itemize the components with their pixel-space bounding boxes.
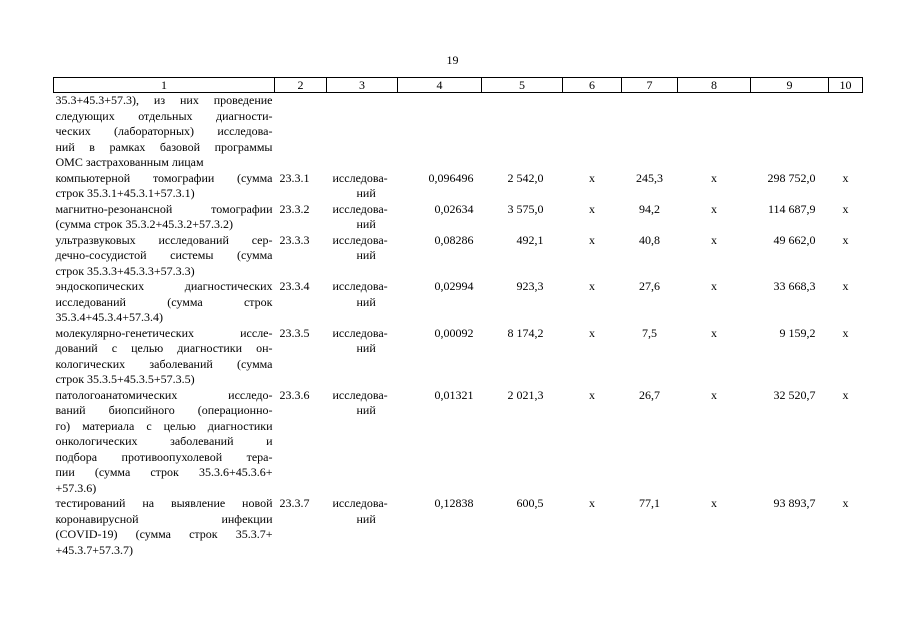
row-col-4: 0,00092 (434, 325, 474, 340)
row-col-5: 3 575,0 (507, 201, 544, 216)
unit-line: исследова- (332, 232, 388, 247)
header-cell: 2 (275, 78, 327, 93)
unit-line: исследова- (332, 387, 388, 402)
row-col-7: 40,8 (639, 232, 660, 247)
unit-line: ний (356, 511, 376, 526)
row-col-4: 0,08286 (434, 232, 474, 247)
row-unit (327, 202, 398, 233)
text-line: кологических заболеваний (сумма (55, 356, 273, 371)
row-code: 23.3.2 (279, 201, 310, 216)
text-line: го) материала с целью диагностики (55, 418, 273, 433)
table-body (54, 93, 863, 559)
text-line: +57.3.6) (55, 480, 97, 495)
unit-line: исследова- (332, 325, 388, 340)
row-code: 23.3.3 (279, 232, 310, 247)
row-col-6: х (589, 232, 595, 247)
text-line: пии (сумма строк 35.3.6+45.3.6+ (55, 465, 273, 479)
row-col-10: х (842, 279, 849, 293)
text-line: дований с целью диагностики он- (55, 341, 273, 355)
row-col-10: х (842, 170, 849, 185)
row-description (54, 171, 275, 202)
header-cell: 7 (622, 78, 678, 93)
row-description (54, 279, 275, 326)
header-cell: 5 (482, 78, 563, 93)
header-cell: 3 (327, 78, 398, 93)
unit-line: исследова- (332, 279, 388, 293)
row-col-7: 245,3 (636, 170, 663, 185)
unit-line: ний (356, 403, 376, 417)
table-row (54, 233, 863, 280)
row-unit (327, 496, 398, 558)
text-line: (COVID-19) (сумма строк 35.3.7+ (55, 527, 273, 541)
row-description (54, 496, 275, 558)
row-col-5: 8 174,2 (507, 325, 544, 340)
row-col-9: 9 159,2 (779, 325, 816, 340)
text-line: патологоанатомических исследо- (55, 387, 273, 402)
unit-line: исследова- (332, 496, 388, 510)
text-line: эндоскопических диагностических (55, 279, 273, 293)
header-row (54, 78, 863, 93)
row-unit (327, 171, 398, 202)
page-number: 19 (446, 53, 459, 67)
text-line: онкологических заболеваний и (55, 434, 273, 448)
header-cell: 9 (751, 78, 829, 93)
row-col-10: х (842, 496, 849, 510)
row-col-4: 0,096496 (428, 170, 474, 185)
row-col-8: х (711, 387, 717, 402)
text-line: ОМС застрахованным лицам (55, 155, 204, 169)
text-line: дечно-сосудистой системы (сумма (55, 248, 273, 262)
text-line: ческих (лабораторных) исследова- (55, 124, 273, 138)
unit-line: ний (356, 341, 376, 355)
row-col-8: х (711, 201, 717, 216)
text-line: (сумма строк 35.3.2+45.3.2+57.3.2) (55, 217, 234, 231)
row-col-9: 298 752,0 (767, 170, 816, 185)
text-line: 35.3+45.3+57.3), из них проведение (55, 93, 273, 107)
row-description (54, 233, 275, 280)
unit-line: исследова- (332, 170, 388, 185)
row-col-9: 49 662,0 (773, 232, 816, 247)
row-col-7: 27,6 (639, 279, 660, 293)
text-line: следующих отдельных диагности- (55, 108, 273, 123)
row-code: 23.3.7 (279, 496, 310, 510)
text-line: магнитно-резонансной томографии (55, 201, 273, 216)
unit-line: ний (356, 217, 376, 231)
row-unit (327, 233, 398, 280)
row-col-5: 2 542,0 (507, 170, 544, 185)
row-unit (327, 326, 398, 388)
text-line: строк 35.3.1+45.3.1+57.3.1) (55, 186, 195, 200)
row-col-8: х (711, 170, 717, 185)
row-col-6: х (589, 325, 595, 340)
intro-text (54, 93, 275, 171)
row-col-10: х (842, 201, 849, 216)
text-line: исследований (сумма строк (55, 294, 273, 309)
row-col-10: х (842, 232, 849, 247)
row-col-8: х (711, 496, 717, 510)
text-line: ультразвуковых исследований сер- (55, 232, 273, 247)
unit-line: ний (356, 294, 376, 309)
row-col-10: х (842, 325, 849, 340)
row-col-6: х (589, 387, 595, 402)
row-col-4: 0,02634 (434, 201, 474, 216)
text-line: строк 35.3.5+45.3.5+57.3.5) (55, 372, 195, 386)
row-description (54, 326, 275, 388)
text-line: +45.3.7+57.3.7) (55, 542, 134, 557)
header-cell: 6 (563, 78, 622, 93)
row-unit (327, 388, 398, 497)
text-line: молекулярно-генетических иссле- (55, 325, 273, 340)
row-code: 23.3.5 (279, 325, 310, 340)
table-row (54, 388, 863, 497)
row-col-7: 77,1 (639, 496, 660, 510)
row-col-4: 0,12838 (434, 496, 474, 510)
row-col-9: 114 687,9 (767, 201, 816, 216)
row-col-6: х (589, 496, 595, 510)
row-code: 23.3.6 (279, 387, 310, 402)
table-row (54, 496, 863, 558)
header-cell: 1 (54, 78, 275, 93)
row-col-7: 26,7 (639, 387, 660, 402)
row-code: 23.3.1 (279, 170, 310, 185)
row-col-4: 0,02994 (434, 279, 474, 293)
row-col-10: х (842, 387, 849, 402)
text-line: компьютерной томографии (сумма (55, 170, 273, 185)
row-col-4: 0,01321 (434, 387, 474, 402)
row-unit (327, 279, 398, 326)
table-row (54, 171, 863, 202)
text-line: коронавирусной инфекции (55, 511, 273, 526)
row-col-7: 94,2 (639, 201, 660, 216)
unit-line: ний (356, 248, 376, 262)
row-col-5: 492,1 (516, 232, 544, 247)
data-table (53, 77, 863, 558)
intro-row (54, 93, 863, 171)
text-line: подбора противоопухолевой тера- (55, 449, 273, 464)
header-cell: 10 (829, 78, 863, 93)
text-line: 35.3.4+45.3.4+57.3.4) (55, 310, 164, 324)
row-col-8: х (711, 279, 717, 293)
row-col-6: х (589, 201, 595, 216)
text-line: строк 35.3.3+45.3.3+57.3.3) (55, 263, 195, 278)
row-description (54, 388, 275, 497)
header-cell: 4 (398, 78, 482, 93)
row-col-7: 7,5 (642, 325, 657, 340)
row-col-5: 923,3 (516, 279, 544, 293)
row-col-9: 33 668,3 (773, 279, 816, 293)
text-line: ваний биопсийного (операционно- (55, 403, 273, 417)
header-cell: 8 (678, 78, 751, 93)
row-col-6: х (589, 279, 595, 293)
table-row (54, 202, 863, 233)
table-row (54, 326, 863, 388)
row-col-6: х (589, 170, 595, 185)
row-col-5: 600,5 (516, 496, 544, 510)
row-col-8: х (711, 232, 717, 247)
row-col-8: х (711, 325, 717, 340)
table-row (54, 279, 863, 326)
row-col-9: 32 520,7 (773, 387, 816, 402)
unit-line: ний (356, 186, 376, 200)
row-col-9: 93 893,7 (773, 496, 816, 510)
row-description (54, 202, 275, 233)
row-col-5: 2 021,3 (507, 387, 544, 402)
text-line: ний в рамках базовой программы (55, 139, 273, 154)
row-code: 23.3.4 (279, 279, 310, 293)
text-line: тестирований на выявление новой (55, 496, 273, 510)
unit-line: исследова- (332, 201, 388, 216)
